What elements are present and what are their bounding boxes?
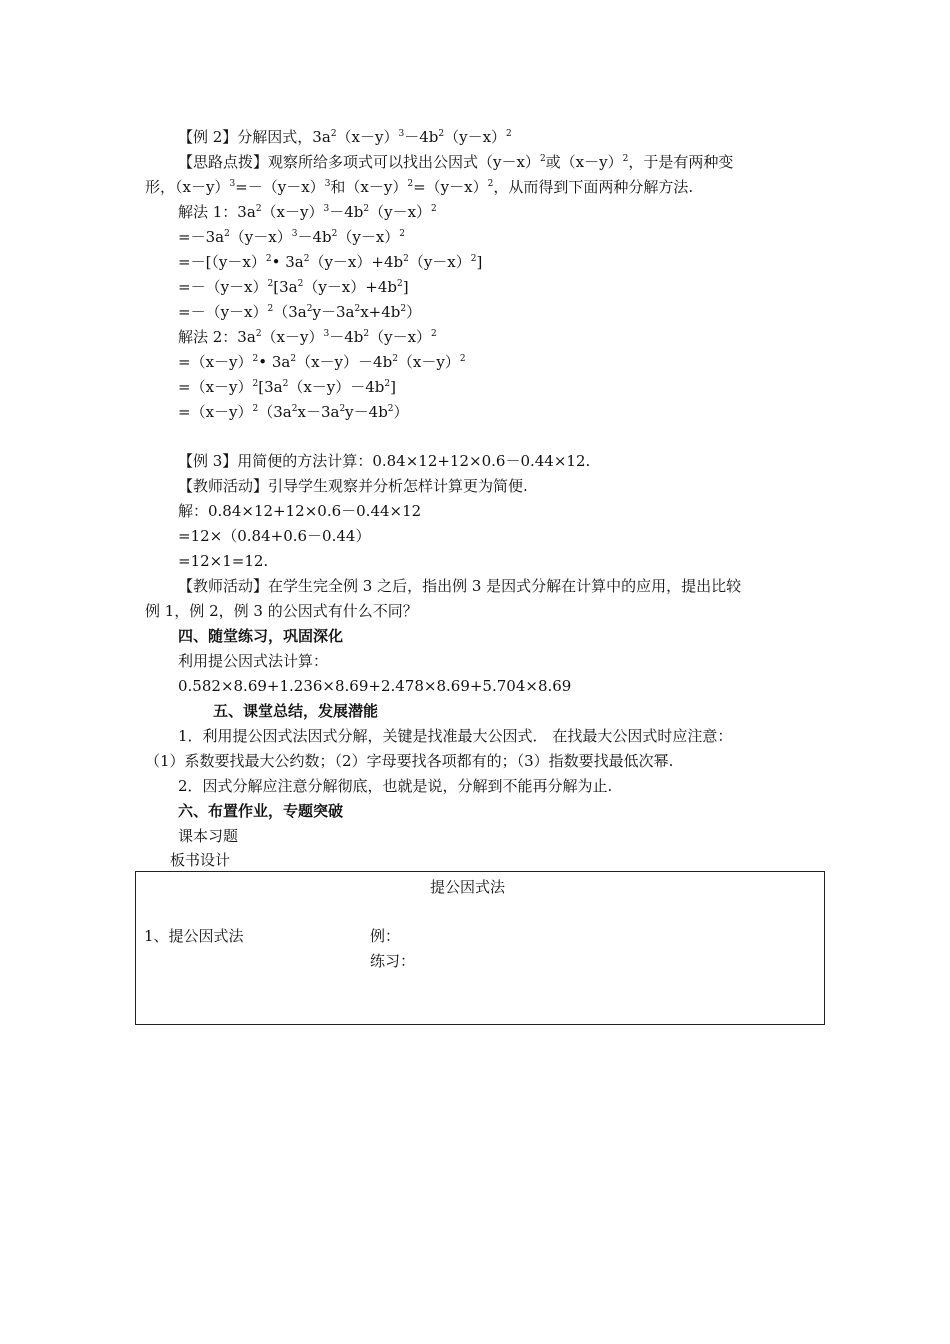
board-left-item: 1、提公因式法: [144, 927, 244, 945]
board-example-label: 例：: [370, 927, 401, 945]
board-design-box: [135, 871, 825, 1025]
example3-teacher: 【教师活动】引导学生观察并分析怎样计算更为简便.: [178, 477, 528, 495]
example2-hint-cont: 形，$(x-y)^3=-(y-x)^3$和$(x-y)^2=(y-x)^2$，从而得到下面两种分解方法.: [145, 178, 694, 196]
method1-line3: $=-[(y-x)^2•$ $3a^2(y-x)+4b^2(y-x)^2$]: [178, 253, 483, 271]
method2-line1: 解法 2：$3a^2(x-y)^3-4b^2(y-x)^2$: [178, 328, 437, 346]
section5-point1: 1．利用提公因式法因式分解，关键是找准最大公因式． 在找最大公因式时应注意：: [178, 727, 733, 745]
example3-title: 【例 3】用简便的方法计算：0.84×12+12×0.6－0.44×12.: [178, 452, 591, 470]
method1-line4: $=-(y-x)^2[3a^2(y-x)+4b^2]$: [178, 278, 409, 296]
board-practice-label: 练习：: [370, 952, 416, 970]
method2-line3: $=(x-y)^2[3a^2(x-y)-4b^2]$: [178, 378, 397, 396]
section5-heading: 五、课堂总结，发展潜能: [213, 702, 379, 720]
section6-line2: 板书设计: [170, 851, 231, 869]
example2-title: 【例 2】分解因式，$3a^2(x-y)^3-4b^2(y-x)^2$: [178, 128, 512, 146]
method2-line2: $=(x-y)^2•$ $3a^2(x-y)-4b^2(x-y)^2$: [178, 353, 466, 371]
example3-solution-1: 解：0.84×12+12×0.6－0.44×12: [178, 502, 422, 520]
example3-teacher-2-cont: 例 1，例 2，例 3 的公因式有什么不同？: [145, 602, 418, 620]
board-title: 提公因式法: [430, 878, 506, 896]
example3-solution-2: =12×（0.84+0.6－0.44）: [178, 527, 371, 545]
section5-point2: 2．因式分解应注意分解彻底，也就是说，分解到不能再分解为止.: [178, 777, 613, 795]
section4-heading: 四、随堂练习，巩固深化: [178, 627, 344, 645]
method1-line5: $=-(y-x)^2(3a^2y-3a^2x+4b^2)$: [178, 303, 422, 321]
method2-line4: $=(x-y)^2(3a^2x-3a^2y-4b^2)$: [178, 403, 409, 421]
section4-line2: 0.582×8.69+1.236×8.69+2.478×8.69+5.704×8.69: [178, 677, 572, 695]
method1-line1: 解法 1：$3a^2(x-y)^3-4b^2(y-x)^2$: [178, 203, 437, 221]
section4-line1: 利用提公因式法计算：: [178, 652, 329, 670]
example3-teacher-2: 【教师活动】在学生完全例 3 之后，指出例 3 是因式分解在计算中的应用，提出比较: [178, 577, 742, 595]
section6-line1: 课本习题: [178, 827, 239, 845]
example2-hint: 【思路点拨】观察所给多项式可以找出公因式$(y-x)^2$或$(x-y)^2$，于是有两种变: [178, 153, 734, 171]
example3-solution-3: =12×1=12.: [178, 552, 269, 570]
section5-point1-cont: （1）系数要找最大公约数；（2）字母要找各项都有的；（3）指数要找最低次幂.: [145, 752, 674, 770]
method1-line2: $=-3a^2(y-x)^3-4b^2(y-x)^2$: [178, 228, 406, 246]
section6-heading: 六、布置作业，专题突破: [178, 802, 344, 820]
